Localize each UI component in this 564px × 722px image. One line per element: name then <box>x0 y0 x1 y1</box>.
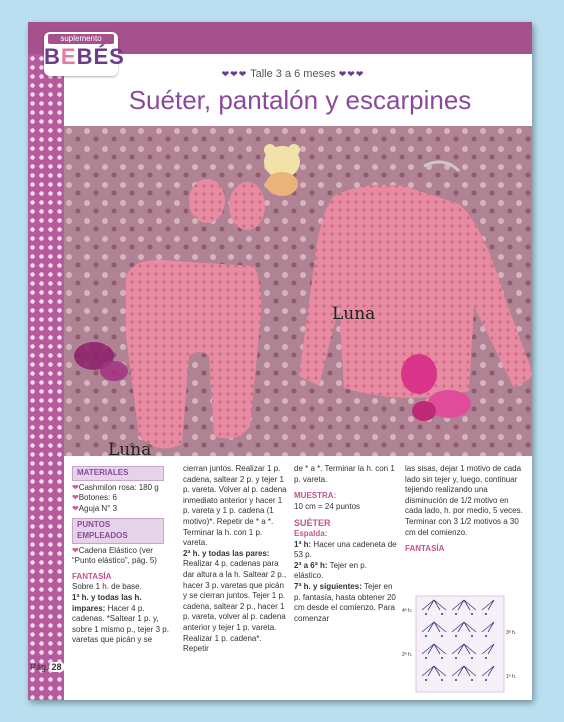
column-4 <box>405 464 525 555</box>
sueter-heading: SUÉTER <box>294 518 331 529</box>
supplement-label: suplemento <box>48 34 114 44</box>
muestra-heading: MUESTRA: <box>294 491 337 501</box>
page-number: Pág. 28 <box>30 662 65 672</box>
col3-text-a: de * a *. Terminar la h. con 1 p. vareta. <box>294 464 395 484</box>
muestra-text: 10 cm = 24 puntos <box>294 501 361 511</box>
brand-title: BEBÉS <box>44 44 125 69</box>
stitch-diagram <box>402 592 520 696</box>
product-photo <box>64 126 532 456</box>
row-label-2: 2ª h. <box>402 652 413 658</box>
row-label-1: 1ª h. <box>506 674 517 680</box>
fantasia-line: Sobre 1 h. de base. <box>72 582 142 592</box>
fantasia-text: 1ª h. y todas las h. impares: Hacer 4 p. cadenas. *Saltear 1 p. y, sobre 1 mismo p., tejer 3 p. varetas que picán y se <box>72 592 169 645</box>
bebes-logo <box>44 32 125 76</box>
row-label-3: 3ª h. <box>506 630 517 636</box>
row-7-instruction: 7ª h. y siguientes: Tejer en p. fantasía, hasta obtener 20 cm desde el comienzo. Para comenzar <box>294 581 396 623</box>
col2-text-b: 2ª h. y todas las pares: Realizar 4 p. cadenas para dar altura a la h. Saltear 2 p., hacer 3 p. varetas que picán y se cierran juntos. Tejer 1 p. cadena, saltear 2 p., hacer 1 p. vareta, volver al p. cadena anterior y tejer 1 p. vareta. Realizar 1 p. cadena*. Repetir <box>183 548 287 654</box>
instructions-columns <box>72 464 528 700</box>
col4-text-a: las sisas, dejar 1 motivo de cada lado sin tejer y, luego, continuar tejiendo realizando una disminución de 1/2 motivo en cada lado, h. por medio, 5 veces. Terminar con 3 1/2 motivos a 30 cm del comienzo. <box>405 464 523 537</box>
column-3 <box>294 464 398 624</box>
col2-text-a: cierran juntos. Realizar 1 p. cadena, saltear 2 p. y tejer 1 p. vareta. Volver al p. cadena inmediato anterior y hacer 1 p. vareta y 1 p. cadena (1 motivo)*. Repetir de * a *. Terminar la h. con 1 p. vareta. <box>183 464 287 548</box>
column-1 <box>72 464 176 646</box>
espalda-label: Espalda: <box>294 528 328 538</box>
puntos-text: ❤Cadena Elástico (ver “Punto elástico”, pág. 5) <box>72 545 157 566</box>
column-2 <box>183 464 287 655</box>
materiales-heading: MATERIALES <box>72 466 164 481</box>
material-item: ❤Botones: 6 <box>72 493 117 503</box>
row-2-6-instruction: 2ª a 6ª h: Tejer en p. elástico. <box>294 560 367 581</box>
teddy-toy <box>264 144 300 196</box>
row-1-instruction: 1ª h: Hacer una cadeneta de 53 p. <box>294 539 397 560</box>
fantasia-diagram-heading: FANTASÍA <box>405 544 445 554</box>
knitwear-illustration <box>64 126 532 456</box>
magazine-page <box>28 22 532 700</box>
polka-dot-sidebar <box>28 54 64 700</box>
fantasia-heading: FANTASÍA <box>72 571 112 581</box>
watermark-luna-2: Luna <box>108 440 152 456</box>
material-item: ❤Cashmilon rosa: 180 g <box>72 482 159 492</box>
size-label: ❤❤❤ Talle 3 a 6 meses ❤❤❤ <box>221 68 365 80</box>
page-title: Suéter, pantalón y escarpines <box>128 85 472 115</box>
watermark-luna-1: Luna <box>332 304 376 324</box>
row-label-4: 4ª h. <box>402 608 413 614</box>
puntos-heading: PUNTOS EMPLEADOS <box>72 518 164 543</box>
material-item: ❤Aguja N° 3 <box>72 503 118 513</box>
